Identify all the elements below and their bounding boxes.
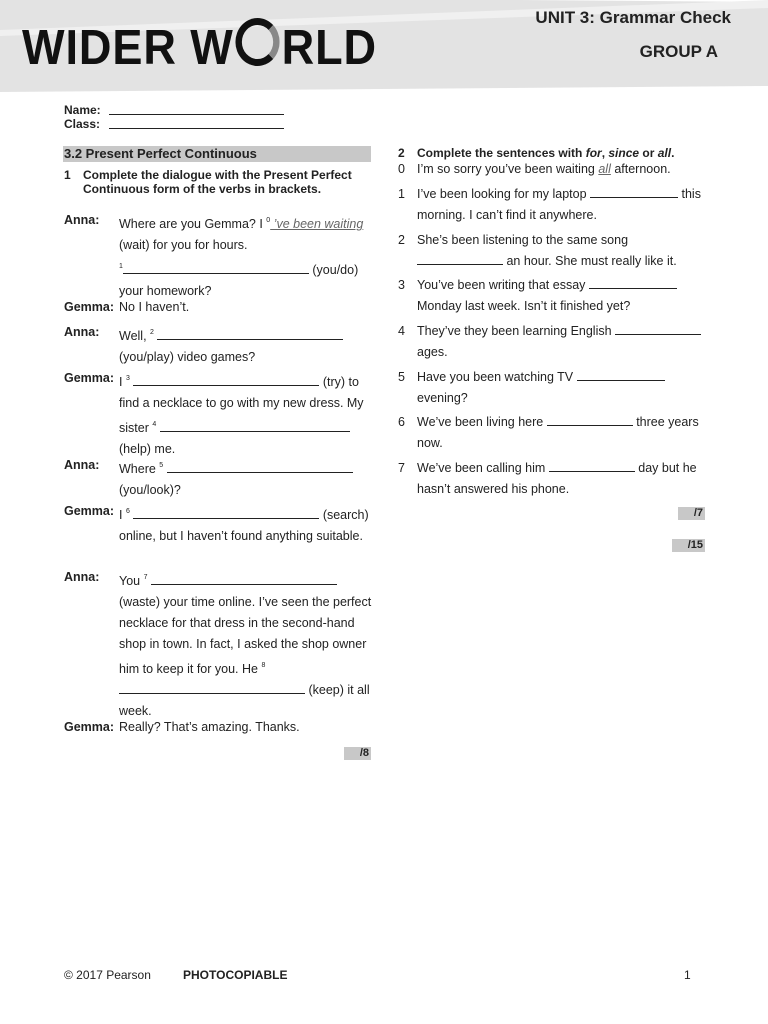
- item-number: 1: [398, 187, 405, 201]
- text: (wait) for you for hours.: [119, 238, 248, 252]
- ex2-instructions: [398, 146, 674, 160]
- speaker: Gemma:: [64, 504, 115, 518]
- item-number: 0: [398, 162, 405, 176]
- speaker: Anna:: [64, 570, 100, 584]
- sentence-text: [417, 184, 708, 226]
- text: ages.: [417, 345, 448, 359]
- gap-number: 6: [125, 508, 130, 515]
- ex1-instructions: [64, 168, 364, 196]
- keyword: all: [657, 146, 672, 160]
- answer-blank[interactable]: [549, 459, 635, 472]
- text: (you/look)?: [119, 483, 181, 497]
- sentence-item: [398, 321, 708, 363]
- sentence-item: [398, 367, 708, 409]
- sentence-item: [398, 412, 708, 454]
- sentence-item: [398, 275, 708, 317]
- group-label: GROUP A: [639, 42, 718, 61]
- text: (help) me.: [119, 442, 176, 456]
- sentence-text: [417, 230, 708, 272]
- speaker: Anna:: [64, 325, 100, 339]
- dialogue-text: [119, 455, 374, 501]
- text: (keep) it all week.: [119, 683, 370, 718]
- page-number: 1: [684, 968, 691, 982]
- sentence-text: [417, 159, 708, 180]
- speaker: Gemma:: [64, 300, 115, 314]
- answer-blank[interactable]: [151, 572, 337, 585]
- logo-o-ring: [236, 18, 280, 66]
- item-number: 7: [398, 461, 405, 475]
- example-answer: all: [598, 162, 611, 176]
- dialogue-line: [64, 297, 374, 318]
- dialogue-text: [119, 501, 374, 547]
- text: She’s been listening to the same song: [417, 233, 629, 247]
- section-title: 3.2 Present Perfect Continuous: [63, 146, 371, 162]
- text: three years now.: [417, 415, 699, 450]
- text: day but he hasn’t answered his phone.: [417, 461, 697, 496]
- ex1-number: 1: [64, 168, 71, 182]
- answer-blank[interactable]: [590, 185, 678, 198]
- sentence-text: [417, 412, 708, 454]
- example-answer: ’ve been waiting: [270, 217, 364, 231]
- dialogue-text: [119, 210, 374, 302]
- keyword: since: [608, 146, 640, 160]
- student-info: [64, 103, 284, 131]
- dialogue-text: [119, 368, 374, 460]
- text: Where are you Gemma? I: [119, 217, 267, 231]
- ex1-score-box: /8: [344, 747, 371, 760]
- logo-text-1: WIDER W: [22, 21, 234, 75]
- photocopiable-label: PHOTOCOPIABLE: [183, 968, 288, 982]
- gap-number: 3: [125, 375, 130, 382]
- gap-number: 0: [266, 217, 271, 224]
- gap-number: 1: [119, 263, 123, 270]
- ex1-instruction-text: Complete the dialogue with the Present Perfect Continuous form of the verbs in brackets.: [83, 168, 352, 196]
- copyright: © 2017 Pearson: [64, 968, 151, 982]
- dialogue-line: [64, 455, 374, 501]
- gap-number: 4: [152, 421, 157, 428]
- speaker: Gemma:: [64, 371, 115, 385]
- answer-blank[interactable]: [157, 327, 343, 340]
- total-score-box: /15: [672, 539, 705, 552]
- dialogue-text: No I haven’t.: [119, 300, 190, 314]
- item-number: 3: [398, 278, 405, 292]
- sentence-text: [417, 367, 708, 409]
- text: I: [119, 375, 126, 389]
- answer-blank[interactable]: [123, 261, 309, 274]
- text: Have you been watching TV: [417, 370, 577, 384]
- text: Where: [119, 462, 160, 476]
- logo-text-2: RLD: [281, 21, 378, 75]
- text: evening?: [417, 391, 468, 405]
- unit-title: UNIT 3: Grammar Check: [535, 8, 731, 27]
- dialogue-line: [64, 501, 374, 547]
- text: We’ve been living here: [417, 415, 547, 429]
- sentence-item: [398, 458, 708, 500]
- text: You: [119, 574, 144, 588]
- ex2-score-box: /7: [678, 507, 705, 520]
- name-label: Name:: [64, 103, 101, 117]
- text: (waste) your time online. I’ve seen the perfect necklace for that dress in the second-hand shop in town. In fact, I asked the shop owner him to keep it for you. He: [119, 595, 372, 676]
- dialogue-line: [64, 322, 374, 368]
- text: .: [671, 146, 675, 160]
- speaker: Anna:: [64, 458, 100, 472]
- gap-number: 7: [143, 574, 148, 581]
- sentence-item: [398, 159, 708, 180]
- answer-blank[interactable]: [547, 413, 633, 426]
- text: They’ve they been learning English: [417, 324, 616, 338]
- item-number: 4: [398, 324, 405, 338]
- text: I: [119, 508, 126, 522]
- answer-blank[interactable]: [615, 322, 701, 335]
- dialogue-line: [64, 567, 374, 722]
- answer-blank[interactable]: [160, 419, 350, 432]
- text: Monday last week. Isn’t it finished yet?: [417, 299, 631, 313]
- speaker: Anna:: [64, 213, 100, 227]
- dialogue-line: [64, 368, 374, 460]
- answer-blank[interactable]: [119, 681, 305, 694]
- answer-blank[interactable]: [589, 276, 677, 289]
- text: this morning. I can’t find it anywhere.: [417, 187, 701, 222]
- sentence-item: [398, 230, 708, 272]
- gap-number: 8: [261, 662, 266, 669]
- sentence-item: [398, 184, 708, 226]
- sentence-text: [417, 321, 708, 363]
- speaker: Gemma:: [64, 720, 115, 734]
- answer-blank[interactable]: [167, 460, 353, 473]
- ex2-instruction-text: Complete the sentences with for, since or all.: [417, 146, 675, 160]
- text: afternoon.: [610, 162, 671, 176]
- dialogue-line: [64, 210, 374, 302]
- text: (try) to find a necklace to go with my new dress. My sister: [119, 375, 364, 435]
- text: an hour. She must really like it.: [503, 254, 677, 268]
- name-field[interactable]: [109, 103, 284, 115]
- text: (you/do) your homework?: [119, 263, 359, 298]
- dialogue-line: [64, 717, 374, 738]
- keyword: for: [585, 146, 602, 160]
- text: or: [639, 146, 658, 160]
- dialogue-text: [119, 322, 374, 368]
- ex2-number: 2: [398, 146, 405, 160]
- text: Well,: [119, 329, 151, 343]
- item-number: 6: [398, 415, 405, 429]
- text: I’m so sorry you’ve been waiting: [417, 162, 599, 176]
- dialogue-text: [119, 567, 374, 722]
- answer-blank[interactable]: [133, 373, 319, 386]
- class-label: Class:: [64, 117, 101, 131]
- item-number: 2: [398, 233, 405, 247]
- logo: [22, 18, 377, 74]
- answer-blank[interactable]: [577, 368, 665, 381]
- sentence-text: [417, 458, 708, 500]
- class-field[interactable]: [109, 117, 284, 129]
- gap-number: 2: [150, 329, 154, 336]
- sentence-text: [417, 275, 708, 317]
- answer-blank[interactable]: [133, 506, 319, 519]
- gap-number: 5: [159, 462, 164, 469]
- item-number: 5: [398, 370, 405, 384]
- text: We’ve been calling him: [417, 461, 549, 475]
- dialogue-text: Really? That’s amazing. Thanks.: [119, 720, 300, 734]
- text: You’ve been writing that essay: [417, 278, 589, 292]
- text: (you/play) video games?: [119, 350, 256, 364]
- text: Complete the sentences with: [417, 146, 586, 160]
- answer-blank[interactable]: [417, 252, 503, 265]
- text: (search) online, but I haven’t found anything suitable.: [119, 508, 369, 543]
- text: I’ve been looking for my laptop: [417, 187, 591, 201]
